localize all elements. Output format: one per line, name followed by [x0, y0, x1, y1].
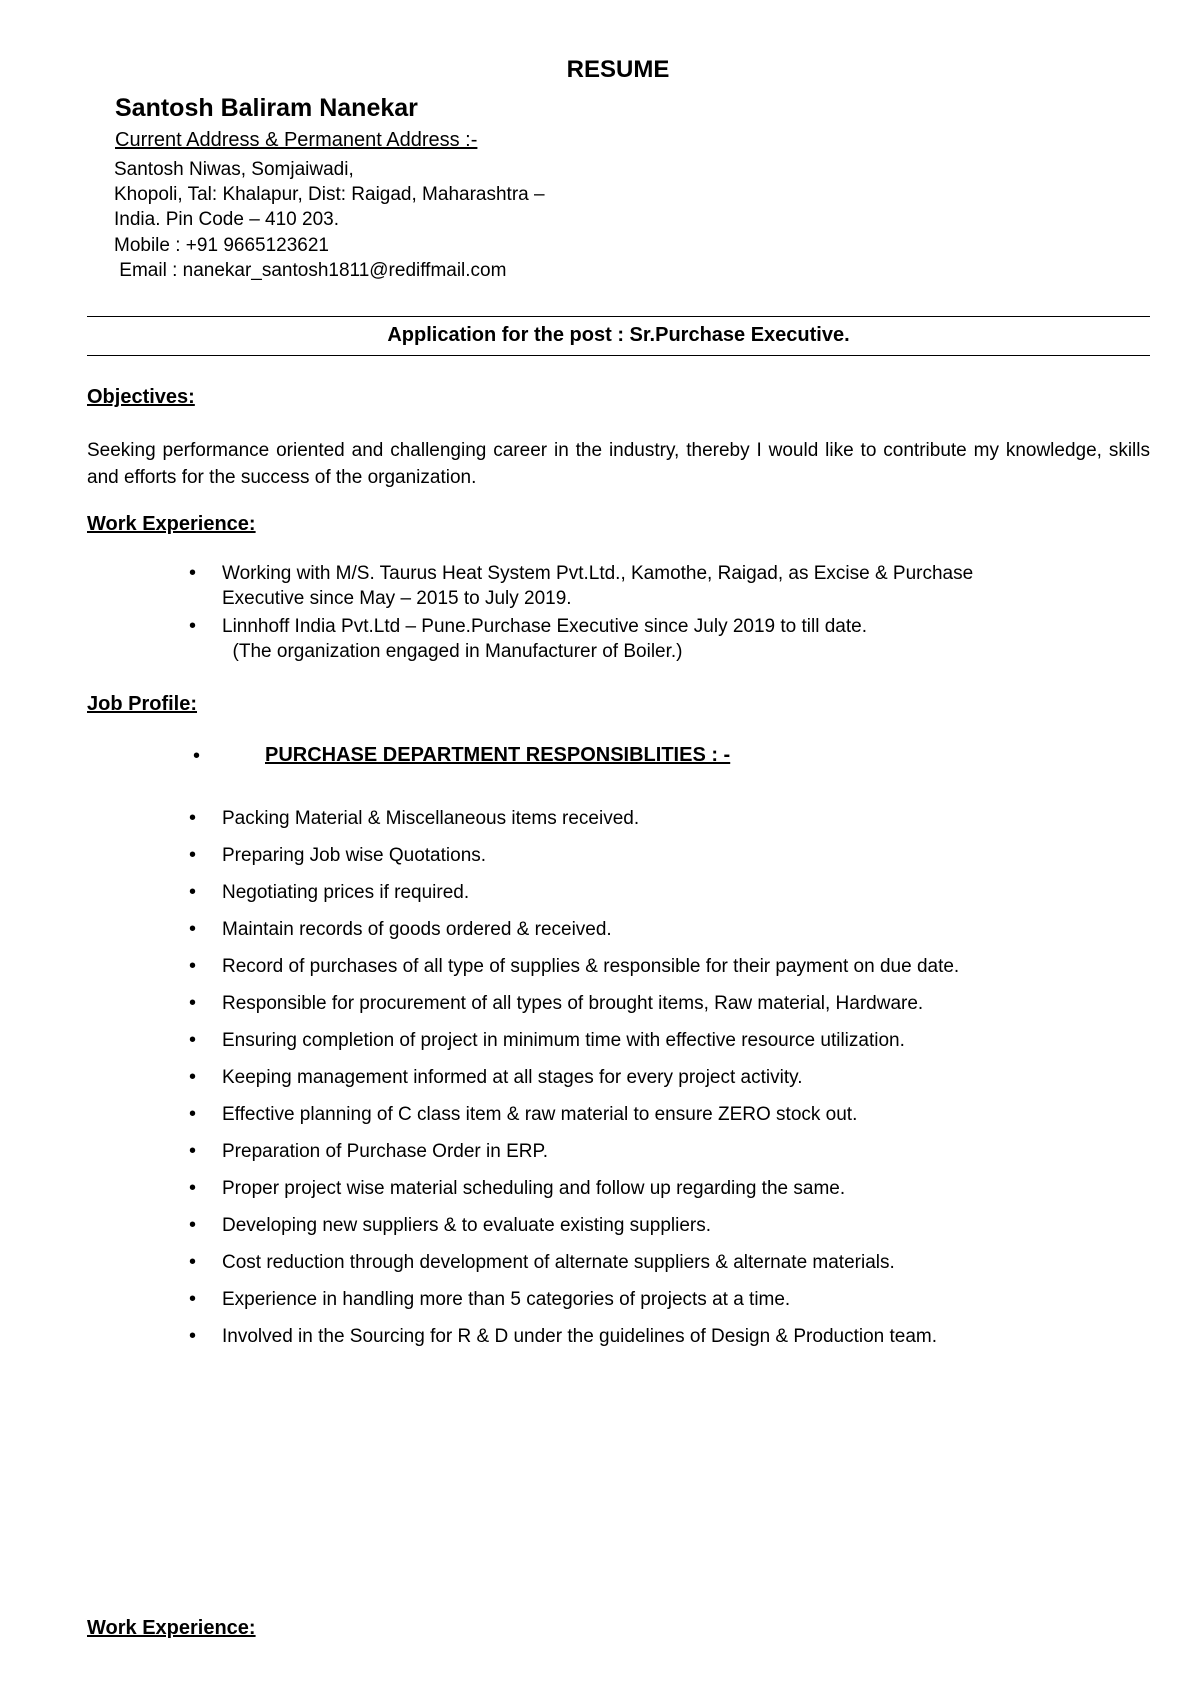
job-profile-heading: Job Profile: — [87, 693, 198, 715]
experience-item-continuation: Executive since May – 2015 to July 2019. — [222, 588, 572, 609]
bottom-divider — [87, 355, 1150, 356]
work-experience-heading-continued: Work Experience: — [87, 1617, 256, 1639]
responsibility-text: Packing Material & Miscellaneous items received. — [222, 808, 640, 829]
responsibility-text: Proper project wise material scheduling and follow up regarding the same. — [222, 1178, 846, 1199]
responsibility-text: Responsible for procurement of all types of brought items, Raw material, Hardware. — [222, 993, 924, 1014]
application-post: Application for the post : Sr.Purchase Executive. — [387, 324, 850, 346]
responsibility-text: Developing new suppliers & to evaluate existing suppliers. — [222, 1215, 711, 1236]
responsibility-text: Involved in the Sourcing for R & D under the guidelines of Design & Production team. — [222, 1326, 938, 1347]
responsibility-text: Cost reduction through development of alternate suppliers & alternate materials. — [222, 1252, 895, 1273]
department-heading: PURCHASE DEPARTMENT RESPONSIBLITIES : - — [265, 744, 731, 766]
address-line: India. Pin Code – 410 203. — [114, 209, 340, 230]
mobile-line: Mobile : +91 9665123621 — [114, 235, 329, 256]
bullet-icon: • — [189, 955, 197, 977]
bullet-icon: • — [189, 1066, 197, 1088]
objectives-heading: Objectives: — [87, 386, 195, 408]
bullet-icon: • — [189, 1140, 197, 1162]
experience-item-text: Linnhoff India Pvt.Ltd – Pune.Purchase Executive since July 2019 to till date. — [222, 616, 867, 637]
bullet-icon: • — [189, 844, 197, 866]
experience-item-continuation: (The organization engaged in Manufacturer of Boiler.) — [222, 641, 683, 662]
bullet-icon: • — [193, 745, 201, 767]
responsibility-text: Record of purchases of all type of supplies & responsible for their payment on due date. — [222, 956, 960, 977]
bullet-icon: • — [189, 615, 197, 637]
responsibility-text: Negotiating prices if required. — [222, 882, 470, 903]
bullet-icon: • — [189, 1288, 197, 1310]
address-line: Khopoli, Tal: Khalapur, Dist: Raigad, Maharashtra – — [114, 184, 545, 205]
responsibility-text: Ensuring completion of project in minimum time with effective resource utilization. — [222, 1030, 905, 1051]
responsibility-text: Experience in handling more than 5 categories of projects at a time. — [222, 1289, 791, 1310]
bullet-icon: • — [189, 807, 197, 829]
bullet-icon: • — [189, 562, 197, 584]
responsibility-text: Preparation of Purchase Order in ERP. — [222, 1141, 548, 1162]
objectives-text: Seeking performance oriented and challenging career in the industry, thereby I would like to contribute my knowledge, skills and efforts for the success of the organization. — [87, 440, 1150, 488]
responsibility-text: Keeping management informed at all stages for every project activity. — [222, 1067, 803, 1088]
bullet-icon: • — [189, 992, 197, 1014]
responsibility-text: Preparing Job wise Quotations. — [222, 845, 487, 866]
address-line: Santosh Niwas, Somjaiwadi, — [114, 159, 354, 180]
bullet-icon: • — [189, 1251, 197, 1273]
bullet-icon: • — [189, 1214, 197, 1236]
experience-item-text: Working with M/S. Taurus Heat System Pvt.Ltd., Kamothe, Raigad, as Excise & Purchase — [222, 563, 974, 584]
address-heading: Current Address & Permanent Address :- — [115, 129, 478, 151]
bullet-icon: • — [189, 1103, 197, 1125]
work-experience-heading: Work Experience: — [87, 513, 256, 535]
resume-title: RESUME — [566, 56, 670, 83]
responsibility-text: Maintain records of goods ordered & received. — [222, 919, 612, 940]
candidate-name: Santosh Baliram Nanekar — [115, 94, 418, 122]
responsibility-text: Effective planning of C class item & raw material to ensure ZERO stock out. — [222, 1104, 858, 1125]
bullet-icon: • — [189, 918, 197, 940]
email-line: Email : nanekar_santosh1811@rediffmail.com — [114, 260, 507, 281]
bullet-icon: • — [189, 1325, 197, 1347]
bullet-icon: • — [189, 1029, 197, 1051]
bullet-icon: • — [189, 881, 197, 903]
top-divider — [87, 316, 1150, 317]
bullet-icon: • — [189, 1177, 197, 1199]
